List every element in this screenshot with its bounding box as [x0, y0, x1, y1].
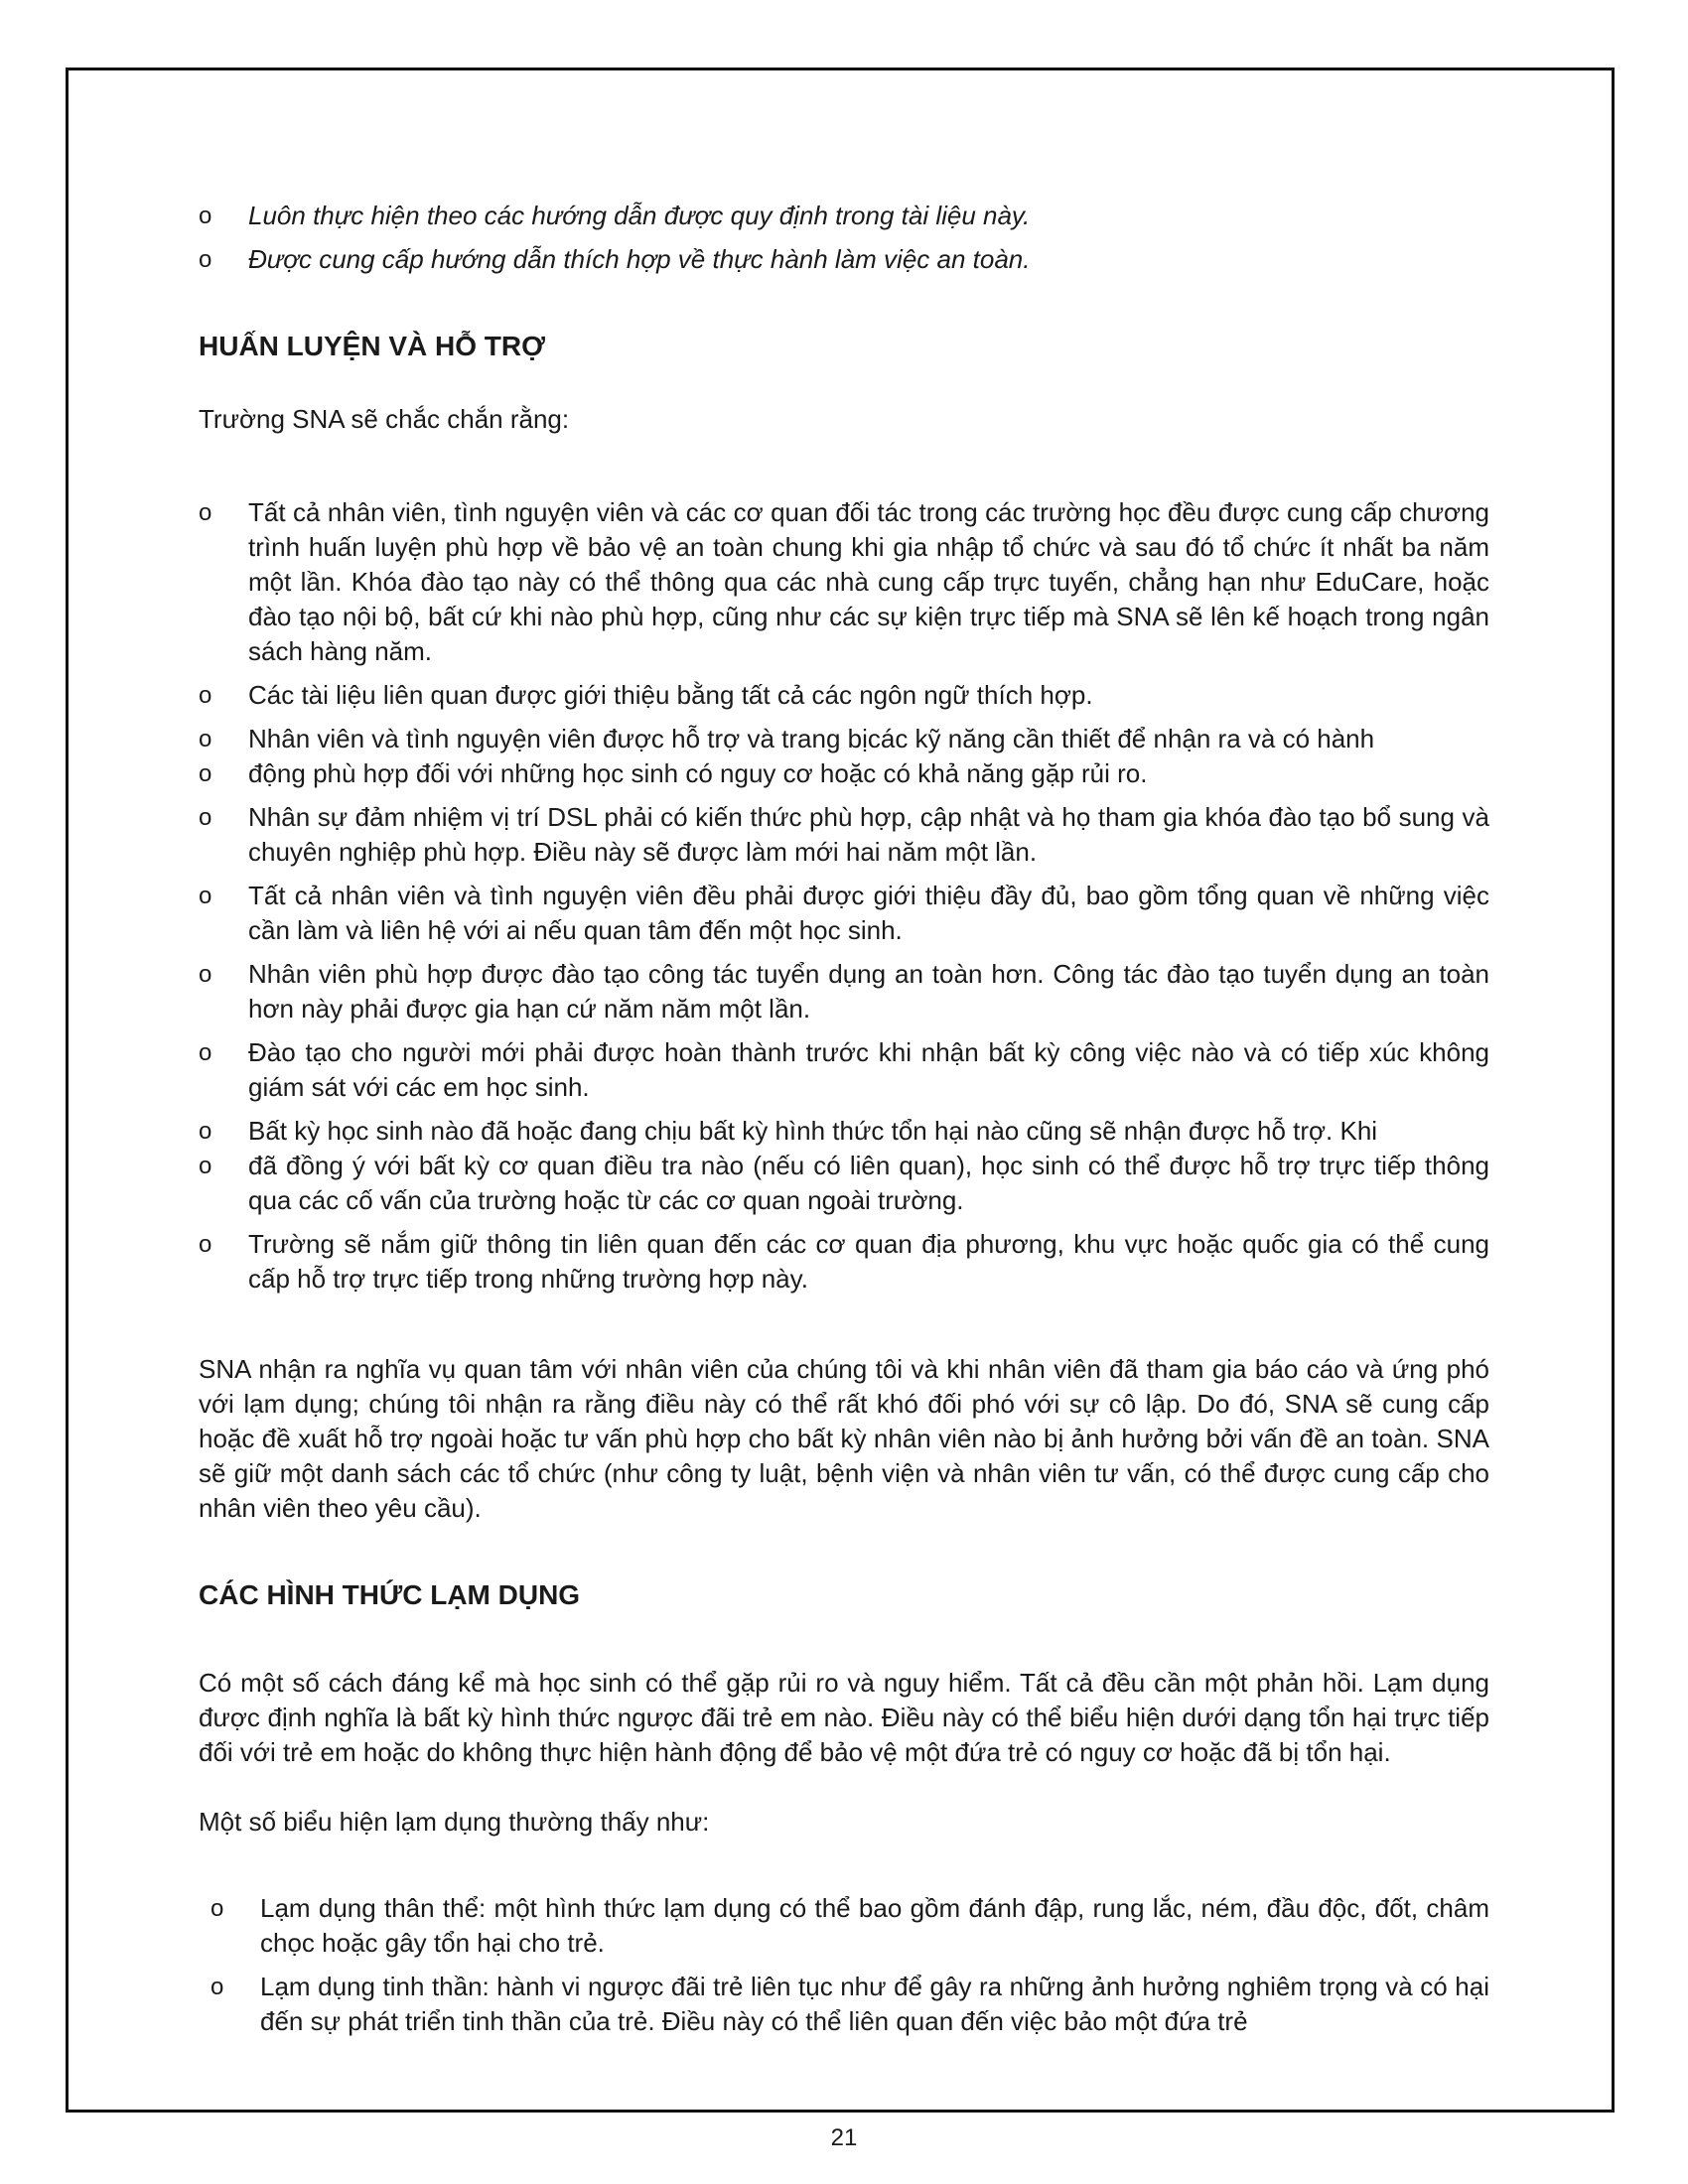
- list-item: o Nhân viên phù hợp được đào tạo công tác tuyển dụng an toàn hơn. Công tác đào tạo tuyển dụng an toàn hơn này phải được gia hạn cứ năm năm một lần.: [199, 959, 1489, 1024]
- training-closing-paragraph: SNA nhận ra nghĩa vụ quan tâm với nhân viên của chúng tôi và khi nhân viên đã tham gia báo cáo và ứng phó với lạm dụng; chúng tôi nhận ra rằng điều này có thể rất khó đối phó với sự cô lập. Do đó, SNA sẽ cung cấp hoặc đề xuất hỗ trợ ngoài hoặc tư vấn phù hợp cho bất kỳ nhân viên nào bị ảnh hưởng bởi vấn đề an toàn. SNA sẽ giữ một danh sách các tổ chức (như công ty luật, bệnh viện và nhân viên tư vấn, có thể được cung cấp cho nhân viên theo yêu cầu).: [199, 1354, 1489, 1523]
- bullet-marker: o: [211, 1974, 224, 2000]
- bullet-marker: o: [199, 1118, 212, 1145]
- abuse-bullet-list: [199, 1891, 1489, 2039]
- bullet-marker: o: [199, 883, 212, 909]
- training-lead-text: Trường SNA sẽ chắc chắn rằng:: [199, 404, 570, 434]
- list-item: o đã đồng ý với bất kỳ cơ quan điều tra nào (nếu có liên quan), học sinh có thể được hỗ trợ trực tiếp thông qua các cố vấn của trường hoặc từ các cơ quan ngoài trường.: [199, 1151, 1489, 1215]
- bullet-marker: o: [199, 203, 212, 229]
- bullet-marker: o: [211, 1895, 224, 1922]
- bullet-marker: o: [199, 682, 212, 709]
- section-heading-abuse: CÁC HÌNH THỨC LẠM DỤNG: [199, 1579, 581, 1610]
- list-item: o Tất cả nhân viên, tình nguyện viên và các cơ quan đối tác trong các trường học đều được cung cấp chương trình huấn luyện phù hợp về bảo vệ an toàn chung khi gia nhập tổ chức và sau đó tổ chức ít nhất ba năm một lần. Khóa đào tạo này có thể thông qua các nhà cung cấp trực tuyến, chẳng hạn như EduCare, hoặc đào tạo nội bộ, bất cứ khi nào phù hợp, cũng như các sự kiện trực tiếp mà SNA sẽ lên kế hoạch trong ngân sách hàng năm.: [199, 497, 1489, 666]
- bullet-marker: o: [199, 499, 212, 526]
- bullet-marker: o: [199, 804, 212, 831]
- bullet-marker: o: [199, 1039, 212, 1066]
- list-item: o Lạm dụng tinh thần: hành vi ngược đãi trẻ liên tục như để gây ra những ảnh hưởng nghiêm trọng và có hại đến sự phát triển tinh thần của trẻ. Điều này có thể liên quan đến việc bảo một đứa trẻ: [211, 1972, 1489, 2036]
- list-item: o Nhân viên và tình nguyện viên được hỗ trợ và trang bịcác kỹ năng cần thiết để nhận ra và có hành: [199, 722, 1489, 756]
- bullet-marker: o: [199, 1231, 212, 1258]
- list-item: o Các tài liệu liên quan được giới thiệu bằng tất cả các ngôn ngữ thích hợp.: [199, 678, 1489, 713]
- list-item: o Đào tạo cho người mới phải được hoàn thành trước khi nhận bất kỳ công việc nào và có tiếp xúc không giám sát với các em học sinh.: [199, 1037, 1489, 1102]
- list-item: o Lạm dụng thân thể: một hình thức lạm dụng có thể bao gồm đánh đập, rung lắc, ném, đầu độc, đốt, châm chọc hoặc gây tổn hại cho trẻ.: [211, 1893, 1489, 1958]
- list-item: o Luôn thực hiện theo các hướng dẫn được quy định trong tài liệu này.: [199, 199, 1489, 233]
- document-body: [199, 199, 1489, 2039]
- abuse-lead-text: Một số biểu hiện lạm dụng thường thấy như:: [199, 1807, 710, 1837]
- bullet-marker: o: [199, 760, 212, 787]
- intro-bullet-list: [199, 199, 1489, 277]
- training-bullet-list: [199, 495, 1489, 1297]
- list-item: o Trường sẽ nắm giữ thông tin liên quan đến các cơ quan địa phương, khu vực hoặc quốc gia có thể cung cấp hỗ trợ trực tiếp trong những trường hợp này.: [199, 1229, 1489, 1294]
- list-item: o Tất cả nhân viên và tình nguyện viên đều phải được giới thiệu đầy đủ, bao gồm tổng quan về những việc cần làm và liên hệ với ai nếu quan tâm đến một học sinh.: [199, 881, 1489, 945]
- list-item: o Bất kỳ học sinh nào đã hoặc đang chịu bất kỳ hình thức tổn hại nào cũng sẽ nhận được hỗ trợ. Khi: [199, 1114, 1489, 1149]
- abuse-intro-paragraph: Có một số cách đáng kể mà học sinh có thể gặp rủi ro và nguy hiểm. Tất cả đều cần một phản hồi. Lạm dụng được định nghĩa là bất kỳ hình thức ngược đãi trẻ em nào. Điều này có thể biểu hiện dưới dạng tổn hại trực tiếp đối với trẻ em hoặc do không thực hiện hành động để bảo vệ một đứa trẻ có nguy cơ hoặc đã bị tổn hại.: [199, 1668, 1489, 1767]
- bullet-marker: o: [199, 726, 212, 752]
- bullet-marker: o: [199, 1153, 212, 1179]
- bullet-marker: o: [199, 961, 212, 988]
- list-item: o Được cung cấp hướng dẫn thích hợp về thực hành làm việc an toàn.: [199, 242, 1489, 277]
- list-item: o Nhân sự đảm nhiệm vị trí DSL phải có kiến thức phù hợp, cập nhật và họ tham gia khóa đào tạo bổ sung và chuyên nghiệp phù hợp. Điều này sẽ được làm mới hai năm một lần.: [199, 802, 1489, 867]
- bullet-marker: o: [199, 246, 212, 273]
- section-heading-training: HUẤN LUYỆN VÀ HỖ TRỢ: [199, 331, 546, 361]
- list-item: o động phù hợp đối với những học sinh có nguy cơ hoặc có khả năng gặp rủi ro.: [199, 756, 1489, 791]
- page-number: 21: [830, 2124, 858, 2151]
